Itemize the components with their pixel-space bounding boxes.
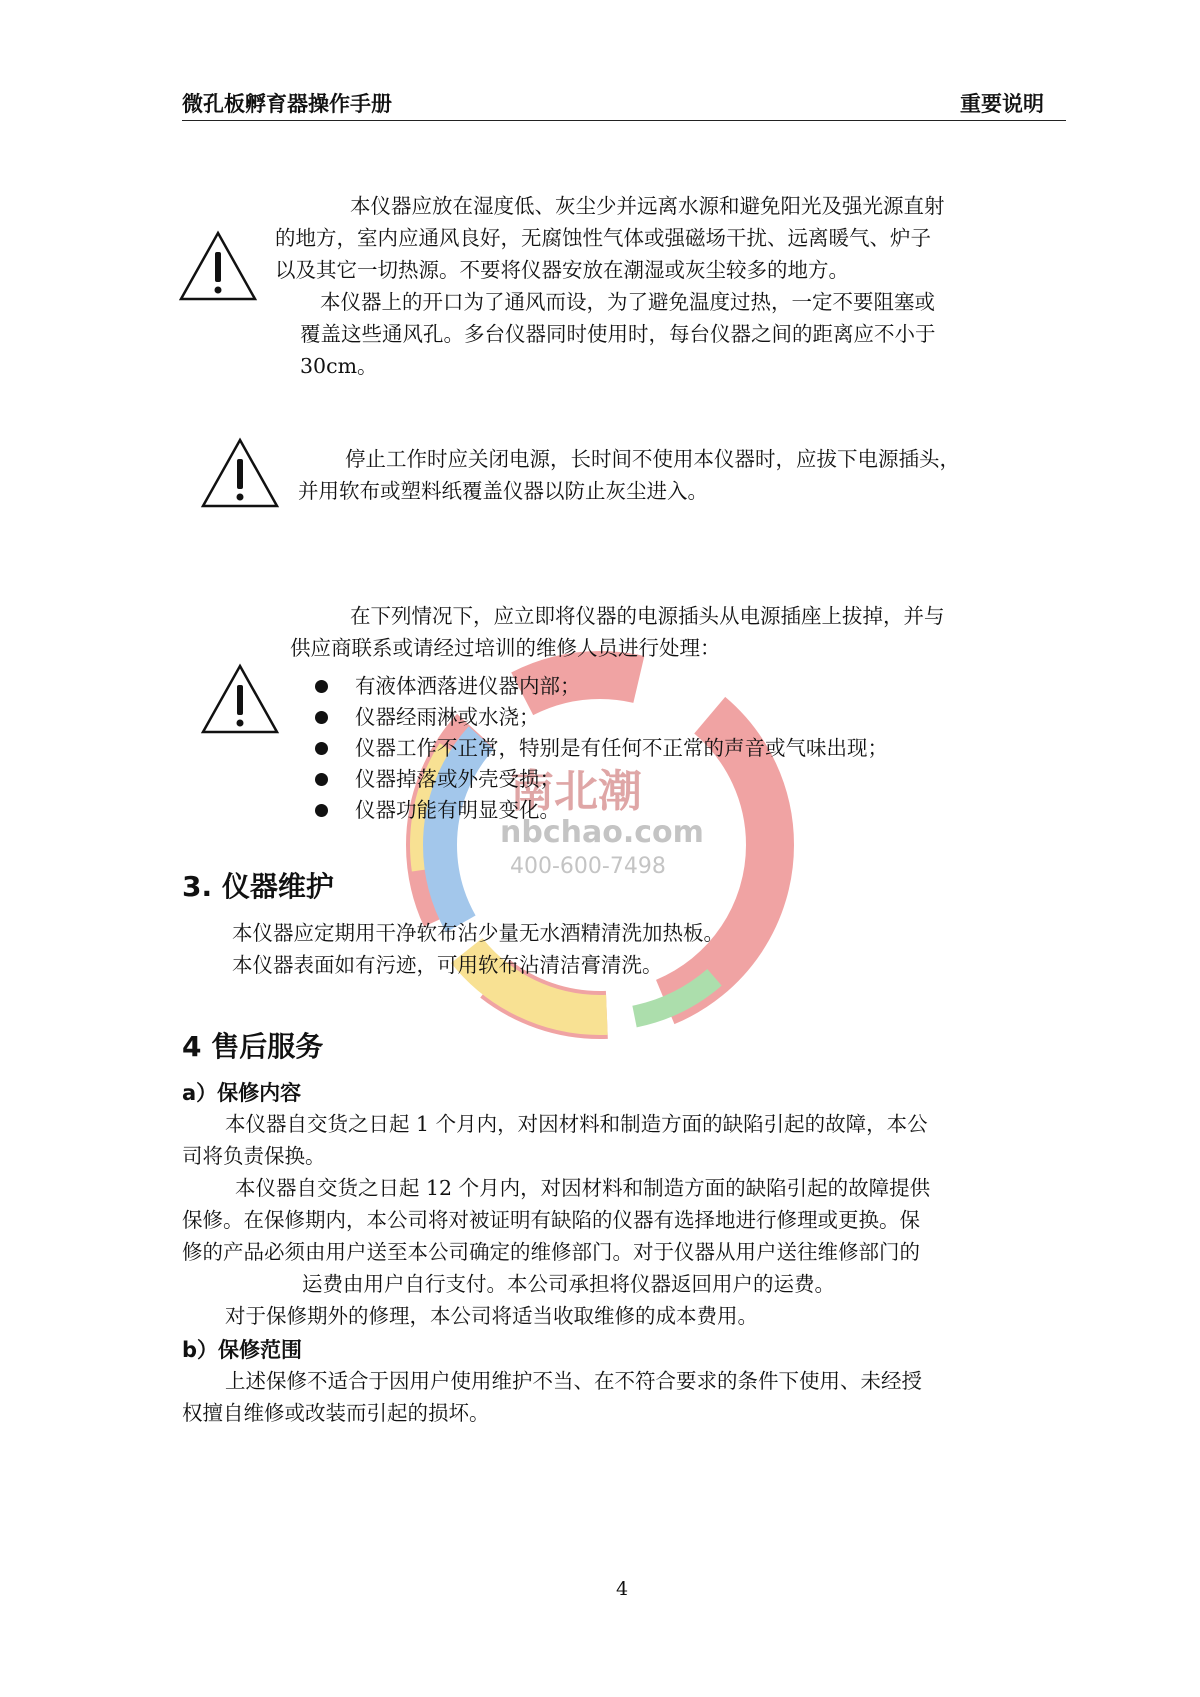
section3-line: 本仪器应定期用干净软布沾少量无水酒精清洗加热板。 [232, 921, 724, 945]
warning1-line: 以及其它一切热源。不要将仪器安放在潮湿或灰尘较多的地方。 [275, 258, 849, 282]
warning1-line: 本仪器应放在湿度低、灰尘少并远离水源和避免阳光及强光源直射 [350, 194, 945, 218]
section-heading: 4 售后服务 [182, 1030, 324, 1063]
header-divider [182, 120, 1066, 121]
section3-line: 本仪器表面如有污迹，可用软布沾清洁膏清洗。 [232, 953, 663, 977]
section4a-line: 司将负责保换。 [182, 1144, 326, 1168]
subsection-heading: b）保修范围 [182, 1338, 303, 1362]
section4a-line: 对于保修期外的修理，本公司将适当收取维修的成本费用。 [225, 1304, 758, 1328]
bullet-item: 仪器经雨淋或水浇； [355, 705, 540, 729]
watermark-site: nbchao.com [500, 815, 704, 850]
section4a-line: 本仪器自交货之日起 1 个月内，对因材料和制造方面的缺陷引起的故障，本公 [225, 1112, 928, 1136]
bullet-dot [315, 742, 328, 755]
warning1-line: 覆盖这些通风孔。多台仪器同时使用时，每台仪器之间的距离应不小于 [300, 322, 936, 346]
bullet-item: 仪器功能有明显变化。 [355, 798, 560, 822]
section4b-line: 权擅自维修或改装而引起的损坏。 [182, 1401, 490, 1425]
section4a-line: 运费由用户自行支付。本公司承担将仪器返回用户的运费。 [302, 1272, 835, 1296]
bullet-item: 仪器工作不正常，特别是有任何不正常的声音或气味出现； [355, 736, 888, 760]
header-manual-title: 微孔板孵育器操作手册 [182, 92, 392, 116]
bullet-dot [315, 773, 328, 786]
subsection-heading: a）保修内容 [182, 1081, 302, 1105]
warning3-line: 在下列情况下，应立即将仪器的电源插头从电源插座上拔掉，并与 [350, 604, 945, 628]
bullet-item: 有液体洒落进仪器内部； [355, 674, 581, 698]
warning3-line: 供应商联系或请经过培训的维修人员进行处理： [290, 636, 721, 660]
warning-triangle-icon [178, 230, 258, 302]
warning-triangle-icon [200, 437, 280, 509]
bullet-dot [315, 711, 328, 724]
bullet-dot [315, 804, 328, 817]
watermark-brand: 南北潮 [510, 766, 642, 817]
section4a-line: 修的产品必须由用户送至本公司确定的维修部门。对于仪器从用户送往维修部门的 [182, 1240, 920, 1264]
warning1-line: 的地方，室内应通风良好，无腐蚀性气体或强磁场干扰、远离暖气、炉子 [275, 226, 931, 250]
watermark-phone: 400-600-7498 [510, 854, 666, 879]
section4b-line: 上述保修不适合于因用户使用维护不当、在不符合要求的条件下使用、未经授 [225, 1369, 922, 1393]
warning1-line: 30cm。 [300, 354, 378, 378]
page-number: 4 [616, 1578, 629, 1600]
warning1-line: 本仪器上的开口为了通风而设，为了避免温度过热，一定不要阻塞或 [320, 290, 935, 314]
bullet-item: 仪器掉落或外壳受损； [355, 767, 560, 791]
section4a-line: 保修。在保修期内，本公司将对被证明有缺陷的仪器有选择地进行修理或更换。保 [182, 1208, 920, 1232]
warning2-line: 停止工作时应关闭电源，长时间不使用本仪器时，应拔下电源插头， [345, 447, 960, 471]
section-heading: 3. 仪器维护 [182, 870, 334, 903]
section4a-line: 本仪器自交货之日起 12 个月内，对因材料和制造方面的缺陷引起的故障提供 [235, 1176, 931, 1200]
bullet-dot [315, 680, 328, 693]
header-section-title: 重要说明 [960, 92, 1044, 116]
warning2-line: 并用软布或塑料纸覆盖仪器以防止灰尘进入。 [298, 479, 708, 503]
warning-triangle-icon [200, 663, 280, 735]
